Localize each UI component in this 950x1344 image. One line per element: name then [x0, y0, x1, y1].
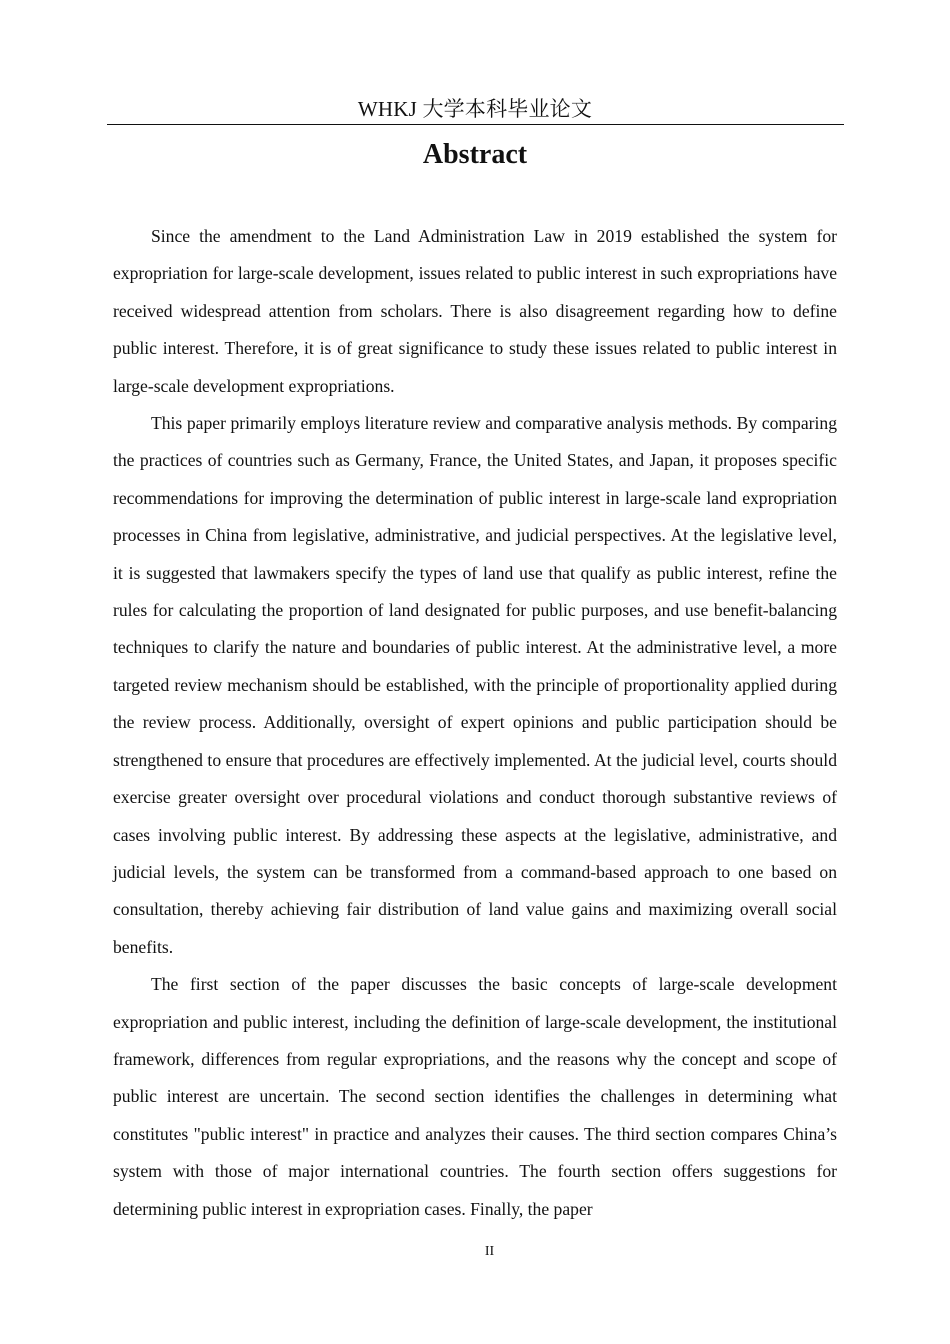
page-number: II	[484, 1244, 495, 1259]
abstract-paragraph-2: This paper primarily employs literature review and comparative analysis methods. By comparing the practices of countries such as Germany, France, the United States, and Japan, it proposes specific recommendations for improving the determination of public interest in large-scale land expropriation processes in China from legislative, administrative, and judicial perspectives. At the legislative level, it is suggested that lawmakers specify the types of land use that qualify as public interest, refine the rules for calculating the proportion of land designated for public purposes, and use benefit-balancing techniques to clarify the nature and boundaries of public interest. At the administrative level, a more targeted review mechanism should be established, with the principle of proportionality applied during the review process. Additionally, oversight of expert opinions and public participation should be strengthened to ensure that procedures are effectively implemented. At the judicial level, courts should exercise greater oversight over procedural violations and conduct thorough substantive reviews of cases involving public interest. By addressing these aspects at the legislative, administrative, and judicial levels, the system can be transformed from a command-based approach to one based on consultation, thereby achieving fair distribution of land value gains and maximizing overall social benefits.	[113, 413, 837, 957]
abstract-body	[113, 218, 837, 1228]
header-rule	[107, 124, 844, 125]
abstract-paragraph-1: Since the amendment to the Land Administration Law in 2019 established the system for expropriation for large-scale development, issues related to public interest in such expropriations have received widespread attention from scholars. There is also disagreement regarding how to define public interest. Therefore, it is of great significance to study these issues related to public interest in large-scale development expropriations.	[113, 226, 837, 396]
section-title: Abstract	[422, 139, 528, 170]
abstract-paragraph-3: The first section of the paper discusses the basic concepts of large-scale development expropriation and public interest, including the definition of large-scale development, the institutional framework, differences from regular expropriations, and the reasons why the concept and scope of public interest are uncertain. The second section identifies the challenges in determining what constitutes "public interest" in practice and analyzes their causes. The third section compares China’s system with those of major international countries. The fourth section offers suggestions for determining public interest in expropriation cases. Finally, the paper	[113, 974, 837, 1219]
running-header: WHKJ 大学本科毕业论文	[357, 97, 593, 121]
